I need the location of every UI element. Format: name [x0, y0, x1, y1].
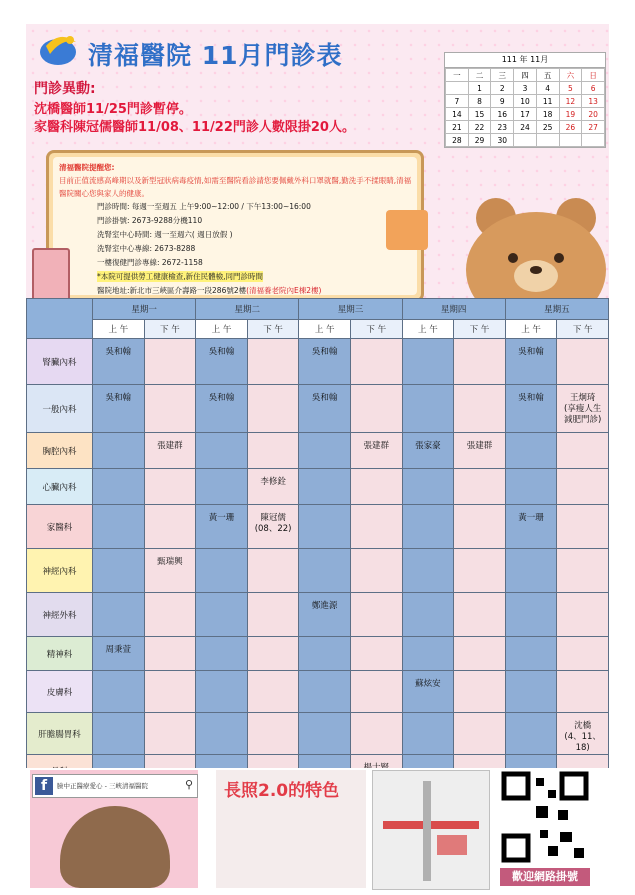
- morning-header: 上 午: [196, 320, 248, 339]
- pencil-cup-illustration-icon: [386, 210, 428, 250]
- empty-slot: [350, 469, 402, 505]
- empty-slot: [350, 549, 402, 593]
- calendar-weekday: 四: [514, 69, 537, 82]
- changes-heading: 門診異動:: [34, 81, 96, 97]
- calendar-day: [559, 134, 582, 147]
- morning-header: 上 午: [505, 320, 557, 339]
- doctor-slot: 甄瑞興: [144, 549, 196, 593]
- morning-header: 上 午: [93, 320, 145, 339]
- empty-slot: [247, 593, 299, 637]
- empty-slot: [196, 713, 248, 755]
- empty-slot: [350, 713, 402, 755]
- long-term-care-title: 長照2.0的特色: [224, 781, 340, 801]
- doctor-slot: 張建群: [144, 433, 196, 469]
- empty-slot: [299, 505, 351, 549]
- calendar-day: [582, 134, 605, 147]
- empty-slot: [299, 469, 351, 505]
- notice-warning: 目前正值流感高峰期以及新型冠狀病毒疫情,如需至醫院看診請您要佩戴外科口罩就醫,勤洗手不揉眼睛,清福醫院關心您與家人的健康。: [59, 176, 412, 198]
- calendar-day: 15: [468, 108, 491, 121]
- calendar-day: 16: [491, 108, 514, 121]
- calendar-weekday: 日: [582, 69, 605, 82]
- empty-slot: [454, 713, 506, 755]
- calendar-weekday: 二: [468, 69, 491, 82]
- empty-slot: [247, 713, 299, 755]
- empty-slot: [557, 637, 609, 671]
- calendar-day: 9: [491, 95, 514, 108]
- calendar-grid: [445, 68, 605, 147]
- empty-slot: [557, 339, 609, 385]
- doctor-slot: 黃一珊: [505, 505, 557, 549]
- morning-header: 上 午: [299, 320, 351, 339]
- weekday-header: 星期五: [505, 299, 608, 320]
- schedule-row: [27, 671, 609, 713]
- calendar-weekday: 五: [536, 69, 559, 82]
- clinic-schedule-table: [26, 298, 609, 787]
- facebook-search-bar[interactable]: [32, 774, 198, 798]
- empty-slot: [144, 637, 196, 671]
- empty-slot: [505, 549, 557, 593]
- empty-slot: [454, 505, 506, 549]
- afternoon-header: 下 午: [247, 320, 299, 339]
- empty-slot: [402, 713, 454, 755]
- calendar-day: 8: [468, 95, 491, 108]
- calendar-day: 29: [468, 134, 491, 147]
- empty-slot: [505, 637, 557, 671]
- schedule-row: [27, 469, 609, 505]
- schedule-row: [27, 549, 609, 593]
- empty-slot: [299, 549, 351, 593]
- department-label: 一般內科: [27, 385, 93, 433]
- empty-slot: [247, 671, 299, 713]
- doctor-slot: 黃一珊: [196, 505, 248, 549]
- doctor-slot: 張建群: [350, 433, 402, 469]
- footer-banner: [26, 768, 609, 890]
- empty-slot: [144, 339, 196, 385]
- empty-slot: [196, 549, 248, 593]
- empty-slot: [299, 713, 351, 755]
- morning-header: 上 午: [402, 320, 454, 339]
- online-registration-label[interactable]: 歡迎網路掛號: [500, 868, 590, 886]
- calendar-day: 12: [559, 95, 582, 108]
- department-label: 家醫科: [27, 505, 93, 549]
- empty-slot: [557, 433, 609, 469]
- empty-slot: [93, 671, 145, 713]
- weekday-header: 星期二: [196, 299, 299, 320]
- empty-slot: [402, 593, 454, 637]
- empty-slot: [557, 549, 609, 593]
- afternoon-header: 下 午: [350, 320, 402, 339]
- calendar-title: 111 年 11月: [445, 53, 605, 68]
- empty-slot: [299, 433, 351, 469]
- notice-line: 門診掛號: 2673-9288分機110: [97, 216, 203, 225]
- calendar-day: 30: [491, 134, 514, 147]
- empty-slot: [144, 505, 196, 549]
- calendar-day: 14: [446, 108, 469, 121]
- facebook-panel: [30, 770, 198, 888]
- bear-mascot-icon: [461, 190, 609, 300]
- department-label: 胸腔內科: [27, 433, 93, 469]
- calendar-day: 19: [559, 108, 582, 121]
- empty-slot: [93, 505, 145, 549]
- doctor-slot: 鄭進源: [299, 593, 351, 637]
- empty-slot: [505, 593, 557, 637]
- department-label: 心臟內科: [27, 469, 93, 505]
- empty-slot: [196, 593, 248, 637]
- empty-slot: [144, 469, 196, 505]
- empty-slot: [144, 671, 196, 713]
- calendar-day: 7: [446, 95, 469, 108]
- change-notice: 家醫科陳冠儒醫師11/08、11/22門診人數限掛20人。: [34, 120, 355, 135]
- empty-slot: [93, 713, 145, 755]
- doctor-slot: 張家豪: [402, 433, 454, 469]
- notice-heading: 清福醫院提醒您:: [59, 163, 115, 172]
- empty-slot: [144, 385, 196, 433]
- empty-slot: [299, 637, 351, 671]
- empty-slot: [350, 671, 402, 713]
- doctor-slot: 吳和翰: [299, 339, 351, 385]
- calendar-day: 2: [491, 82, 514, 95]
- empty-slot: [247, 637, 299, 671]
- facebook-icon: f: [35, 777, 53, 795]
- empty-slot: [557, 505, 609, 549]
- calendar-day: 17: [514, 108, 537, 121]
- empty-slot: [350, 339, 402, 385]
- calendar-day: 4: [536, 82, 559, 95]
- empty-slot: [557, 593, 609, 637]
- empty-slot: [454, 549, 506, 593]
- calendar-day: [446, 82, 469, 95]
- doctor-slot: 陳冠儒 (08、22): [247, 505, 299, 549]
- empty-slot: [350, 637, 402, 671]
- empty-slot: [557, 469, 609, 505]
- doctor-slot: 張建群: [454, 433, 506, 469]
- schedule-row: [27, 713, 609, 755]
- empty-slot: [350, 385, 402, 433]
- empty-slot: [93, 549, 145, 593]
- doctor-slot: 吳和翰: [505, 385, 557, 433]
- book-illustration-icon: [32, 248, 70, 302]
- schedule-row: [27, 637, 609, 671]
- department-label: 皮膚科: [27, 671, 93, 713]
- search-icon: ⚲: [184, 778, 193, 791]
- calendar-day: 28: [446, 134, 469, 147]
- empty-slot: [93, 469, 145, 505]
- doctor-slot: 蘇炫安: [402, 671, 454, 713]
- empty-slot: [505, 469, 557, 505]
- department-label: 精神科: [27, 637, 93, 671]
- afternoon-header: 下 午: [144, 320, 196, 339]
- empty-slot: [350, 505, 402, 549]
- notice-line: *本院可提供勞工健康檢查,新住民體檢,同門診時間: [97, 272, 264, 281]
- empty-slot: [196, 671, 248, 713]
- schedule-row: [27, 385, 609, 433]
- afternoon-header: 下 午: [454, 320, 506, 339]
- calendar-day: 27: [582, 121, 605, 134]
- notice-line: 一樓復健門診專線: 2672-1158: [97, 258, 203, 267]
- page-title: 清福醫院 11月門診表: [88, 41, 343, 70]
- weekday-header: 星期一: [93, 299, 196, 320]
- empty-slot: [454, 469, 506, 505]
- calendar-day: 23: [491, 121, 514, 134]
- empty-slot: [402, 505, 454, 549]
- empty-slot: [196, 433, 248, 469]
- empty-slot: [247, 549, 299, 593]
- doctor-slot: 吳和翰: [93, 385, 145, 433]
- calendar-day: 20: [582, 108, 605, 121]
- empty-slot: [402, 469, 454, 505]
- notice-board: [46, 150, 424, 302]
- calendar-weekday: 六: [559, 69, 582, 82]
- calendar-day: 18: [536, 108, 559, 121]
- empty-slot: [454, 339, 506, 385]
- empty-slot: [299, 671, 351, 713]
- calendar-day: 25: [536, 121, 559, 134]
- calendar-weekday: 三: [491, 69, 514, 82]
- change-notice: 沈橋醫師11/25門診暫停。: [34, 102, 192, 117]
- calendar-day: 21: [446, 121, 469, 134]
- empty-slot: [196, 469, 248, 505]
- empty-slot: [454, 671, 506, 713]
- calendar-day: [536, 134, 559, 147]
- empty-slot: [402, 339, 454, 385]
- notice-line: 門診時間: 每週一至週五 上午9:00~12:00 / 下午13:00~16:00: [97, 202, 311, 211]
- empty-slot: [505, 671, 557, 713]
- empty-slot: [557, 671, 609, 713]
- empty-slot: [247, 385, 299, 433]
- doctor-slot: 王炯琦 (享瘦人生 減肥門診): [557, 385, 609, 433]
- qr-code-icon[interactable]: [500, 770, 590, 864]
- doctor-slot: 吳和翰: [505, 339, 557, 385]
- calendar-day: [514, 134, 537, 147]
- calendar-day: 26: [559, 121, 582, 134]
- calendar-day: 1: [468, 82, 491, 95]
- weekday-header: 星期四: [402, 299, 505, 320]
- empty-slot: [505, 713, 557, 755]
- notice-line: 洗腎室中心時間: 週一至週六( 週日放假 ): [97, 230, 233, 239]
- header-corner: [27, 299, 93, 339]
- afternoon-header: 下 午: [557, 320, 609, 339]
- calendar-day: 24: [514, 121, 537, 134]
- doctor-slot: 吳和翰: [299, 385, 351, 433]
- doctor-slot: 周秉萱: [93, 637, 145, 671]
- empty-slot: [196, 637, 248, 671]
- empty-slot: [93, 593, 145, 637]
- facebook-page-name: 臉中正醫療愛心 - 三峽清福醫院: [57, 782, 148, 790]
- schedule-row: [27, 505, 609, 549]
- calendar-day: 6: [582, 82, 605, 95]
- empty-slot: [454, 637, 506, 671]
- notice-line: 洗腎室中心專線: 2673-8288: [97, 244, 196, 253]
- schedule-row: [27, 433, 609, 469]
- notice-address: 醫院地址:新北市三峽區介壽路一段286號2樓(清福養老院內E棟2樓): [97, 286, 322, 295]
- location-map-icon: [372, 770, 490, 890]
- long-term-care-panel: [216, 770, 366, 888]
- empty-slot: [402, 549, 454, 593]
- schedule-row: [27, 593, 609, 637]
- calendar-day: 13: [582, 95, 605, 108]
- month-calendar: [444, 52, 606, 148]
- department-label: 神經內科: [27, 549, 93, 593]
- calendar-weekday: 一: [446, 69, 469, 82]
- empty-slot: [144, 593, 196, 637]
- address-note: (清福養老院內E棟2樓): [246, 286, 322, 295]
- schedule-row: [27, 339, 609, 385]
- empty-slot: [247, 433, 299, 469]
- doctor-slot: 吳和翰: [196, 339, 248, 385]
- calendar-day: 5: [559, 82, 582, 95]
- calendar-day: 10: [514, 95, 537, 108]
- empty-slot: [93, 433, 145, 469]
- empty-slot: [454, 385, 506, 433]
- department-label: 肝膽腸胃科: [27, 713, 93, 755]
- dog-mascot-icon: [60, 806, 170, 888]
- department-label: 腎臟內科: [27, 339, 93, 385]
- doctor-slot: 吳和翰: [196, 385, 248, 433]
- empty-slot: [144, 713, 196, 755]
- empty-slot: [505, 433, 557, 469]
- empty-slot: [454, 593, 506, 637]
- empty-slot: [247, 339, 299, 385]
- schedule-poster: [26, 24, 609, 890]
- doctor-slot: 吳和翰: [93, 339, 145, 385]
- doctor-slot: 李修銓: [247, 469, 299, 505]
- calendar-day: 11: [536, 95, 559, 108]
- department-label: 神經外科: [27, 593, 93, 637]
- calendar-day: 22: [468, 121, 491, 134]
- hospital-logo-icon: [38, 32, 82, 68]
- empty-slot: [350, 593, 402, 637]
- doctor-slot: 沈橋 (4、11、18): [557, 713, 609, 755]
- empty-slot: [402, 637, 454, 671]
- calendar-day: 3: [514, 82, 537, 95]
- empty-slot: [402, 385, 454, 433]
- weekday-header: 星期三: [299, 299, 402, 320]
